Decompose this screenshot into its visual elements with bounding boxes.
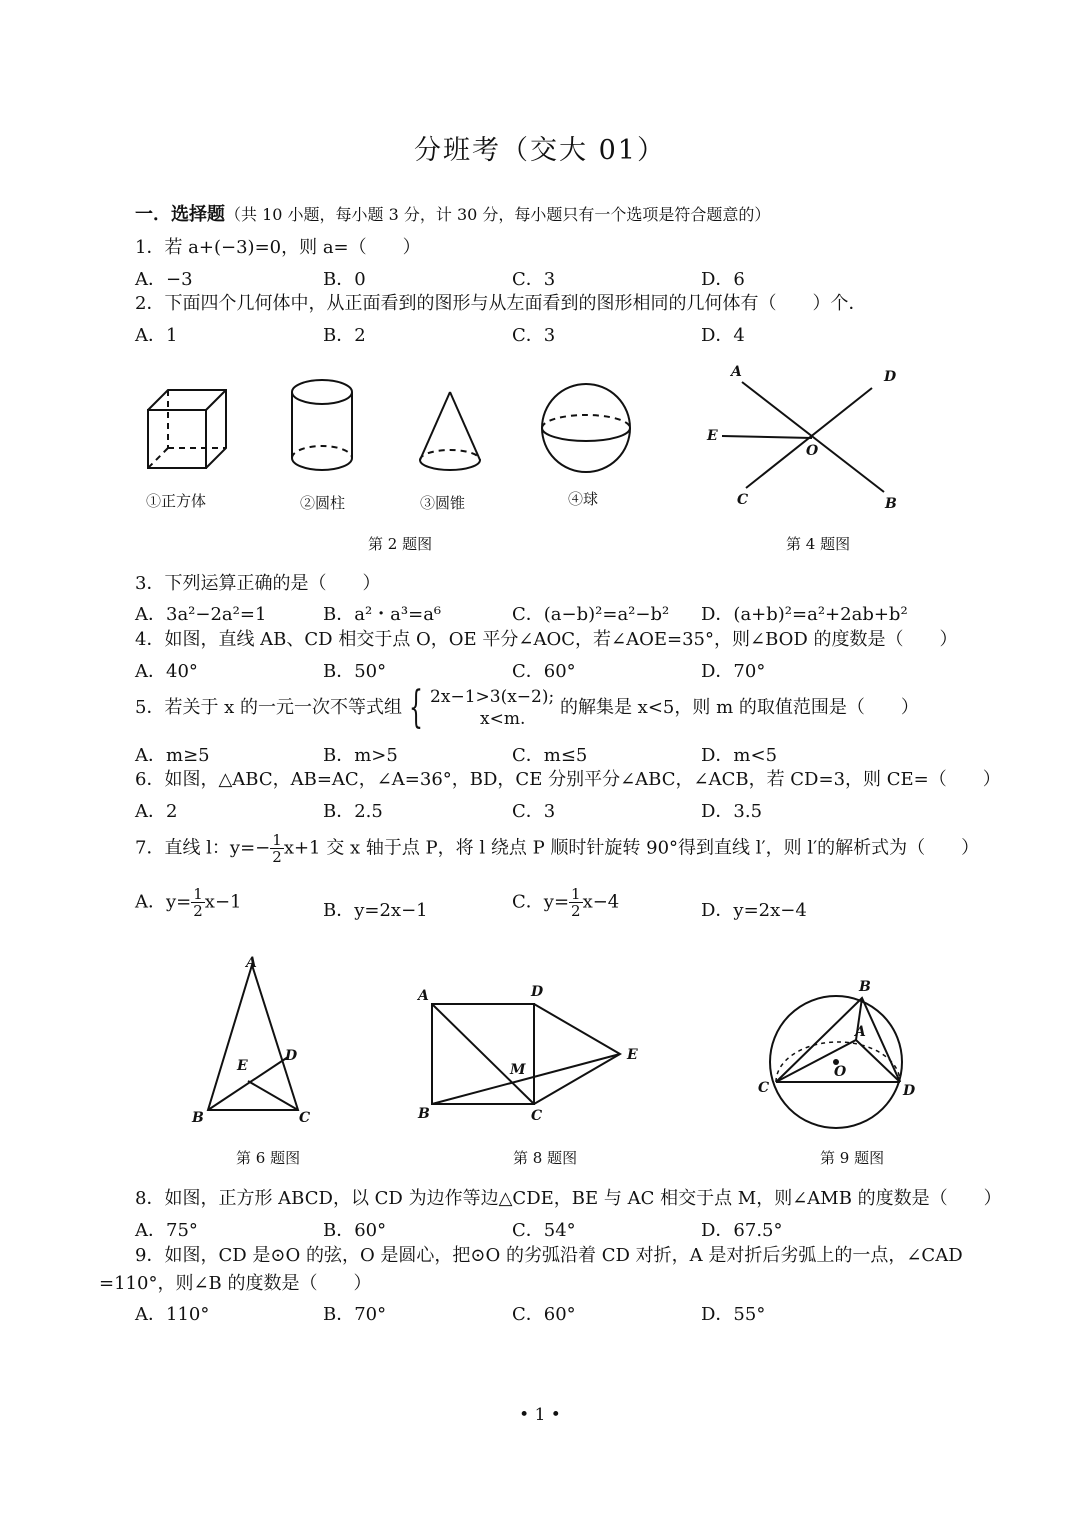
q4-option-a: A．40° — [135, 661, 198, 682]
q8-option-d: D．67.5° — [701, 1220, 783, 1241]
ray-oe — [722, 436, 812, 438]
fig4-label-b: B — [885, 496, 897, 512]
question-9-stem-line-1: 9．如图，CD 是⊙O 的弦，O 是圆心，把⊙O 的劣弧沿着 CD 对折，A 是对折后劣弧上的一点，∠CAD — [135, 1245, 963, 1266]
fig4-label-d: D — [884, 369, 897, 385]
q1-option-d: D．6 — [701, 269, 745, 290]
fig8-label-e: E — [627, 1047, 638, 1063]
fig9-label-c: C — [758, 1080, 770, 1096]
question-9-stem-line-2: =110°，则∠B 的度数是（ ） — [99, 1273, 372, 1294]
figure-6-triangle — [190, 955, 320, 1125]
triangle-cde — [534, 1004, 620, 1104]
q3-option-d: D．(a+b)²=a²+2ab+b² — [701, 604, 908, 625]
q5-stem-pre: 5．若关于 x 的一元一次不等式组 — [135, 697, 403, 718]
fig4-label-a: A — [731, 364, 742, 380]
fig8-label-c: C — [531, 1108, 543, 1124]
q5-stem-post: 的解集是 x<5，则 m 的取值范围是（ ） — [559, 697, 919, 718]
q7-frac-denominator: 2 — [272, 848, 282, 866]
q7-stem-post: x+1 交 x 轴于点 P，将 l 绕点 P 顺时针旋转 90°得到直线 l′，则 l′的解析式为（ ） — [283, 837, 980, 859]
page-title: 分班考（交大 01） — [414, 135, 666, 166]
q2-option-b: B．2 — [323, 325, 366, 346]
fig9-label-a: A — [855, 1024, 866, 1040]
fig4-label-o: O — [806, 443, 819, 459]
q7-option-a-post: x−1 — [204, 891, 242, 913]
section-note: （共 10 小题，每小题 3 分，计 30 分，每小题只有一个选项是符合题意的） — [225, 205, 771, 224]
fig8-label-d: D — [531, 984, 544, 1000]
figure-8-square — [420, 990, 640, 1120]
q5-brace: { — [409, 682, 424, 733]
q5-option-c: C．m≤5 — [512, 745, 588, 766]
q2-option-a: A．1 — [135, 325, 178, 346]
fig9-label-b: B — [859, 979, 871, 995]
section-heading — [135, 200, 770, 226]
q7-option-c-post: x−4 — [582, 891, 620, 913]
q7-option-a-fraction — [191, 886, 205, 919]
q9-option-b: B．70° — [323, 1304, 387, 1325]
fig6-label-b: B — [192, 1110, 204, 1126]
question-5-stem — [135, 682, 919, 733]
q7-option-c-den: 2 — [571, 902, 581, 920]
q7-option-a-pre: A．y= — [135, 891, 192, 913]
q9-option-d: D．55° — [701, 1304, 766, 1325]
q7-fraction — [270, 832, 284, 865]
sphere-label: ④球 — [568, 490, 599, 508]
q7-stem-pre: 7．直线 l：y=− — [135, 837, 271, 859]
diagonal-ac — [432, 1004, 534, 1104]
cube-label: ①正方体 — [146, 492, 207, 510]
q3-option-b: B．a²・a³=a⁶ — [323, 604, 442, 625]
q4-option-c: C．60° — [512, 661, 576, 682]
cube-drawing — [148, 390, 226, 468]
page-number: • 1 • — [519, 1405, 561, 1425]
q7-option-a-den: 2 — [193, 902, 203, 920]
triangle-abc — [208, 965, 298, 1110]
q7-option-b: B．y=2x−1 — [323, 900, 428, 921]
q4-option-b: B．50° — [323, 661, 387, 682]
fig4-label-c: C — [737, 492, 749, 508]
q5-inequality-2: x<m. — [480, 709, 526, 729]
q2-option-c: C．3 — [512, 325, 556, 346]
q7-option-c — [512, 886, 619, 919]
q9-option-a: A．110° — [135, 1304, 210, 1325]
fig9-label-o: O — [834, 1064, 847, 1080]
figure-2-caption: 第 2 题图 — [368, 535, 433, 553]
fig6-label-c: C — [299, 1110, 311, 1126]
figure-9-caption: 第 9 题图 — [820, 1149, 885, 1167]
cone-label: ③圆锥 — [420, 494, 466, 512]
q1-option-a: A．−3 — [135, 269, 193, 290]
q2-option-d: D．4 — [701, 325, 745, 346]
q7-frac-numerator: 1 — [272, 831, 282, 849]
question-2-stem: 2．下面四个几何体中，从正面看到的图形与从左面看到的图形相同的几何体有（ ）个． — [135, 293, 867, 314]
q6-option-c: C．3 — [512, 801, 556, 822]
fig9-label-d: D — [903, 1083, 916, 1099]
fig8-label-a: A — [418, 988, 429, 1004]
fig4-label-e: E — [707, 428, 718, 444]
figure-4-caption: 第 4 题图 — [786, 535, 851, 553]
q8-option-a: A．75° — [135, 1220, 198, 1241]
figure-2-solids — [130, 370, 650, 560]
q5-option-a: A．m≥5 — [135, 745, 210, 766]
q1-option-b: B．0 — [323, 269, 366, 290]
q7-option-c-num: 1 — [571, 885, 581, 903]
figure-8-caption: 第 8 题图 — [513, 1149, 578, 1167]
q6-option-a: A．2 — [135, 801, 178, 822]
q3-option-c: C．(a−b)²=a²−b² — [512, 604, 670, 625]
q5-option-d: D．m<5 — [701, 745, 778, 766]
q4-option-d: D．70° — [701, 661, 766, 682]
q1-option-c: C．3 — [512, 269, 556, 290]
cylinder-label: ②圆柱 — [300, 494, 346, 512]
fig6-label-d: D — [285, 1048, 298, 1064]
cone-drawing — [420, 392, 480, 470]
question-6-stem: 6．如图，△ABC，AB=AC，∠A=36°，BD，CE 分别平分∠ABC，∠ACB，若 CD=3，则 CE=（ ） — [135, 769, 1001, 790]
q7-option-a — [135, 886, 241, 919]
cylinder-drawing — [292, 380, 352, 470]
fig6-label-e: E — [237, 1058, 248, 1074]
figure-9-circle — [760, 980, 920, 1130]
q7-option-d: D．y=2x−4 — [701, 900, 807, 921]
q8-option-c: C．54° — [512, 1220, 576, 1241]
q5-inequality-1: 2x−1>3(x−2); — [430, 687, 555, 707]
fig8-label-b: B — [418, 1106, 430, 1122]
q8-option-b: B．60° — [323, 1220, 387, 1241]
section-label: 一．选择题 — [135, 204, 225, 225]
question-7-stem — [135, 832, 979, 865]
q9-option-c: C．60° — [512, 1304, 576, 1325]
q6-option-b: B．2.5 — [323, 801, 383, 822]
fig6-label-a: A — [246, 955, 257, 971]
question-3-stem: 3．下列运算正确的是（ ） — [135, 573, 381, 594]
q5-inequality-system — [430, 686, 554, 730]
figure-6-caption: 第 6 题图 — [236, 1149, 301, 1167]
q7-option-c-fraction — [569, 886, 583, 919]
sphere-drawing — [542, 384, 630, 472]
q5-option-b: B．m>5 — [323, 745, 398, 766]
q6-option-d: D．3.5 — [701, 801, 763, 822]
fig8-label-m: M — [510, 1062, 526, 1078]
q7-option-c-pre: C．y= — [512, 891, 570, 913]
segment-bd — [208, 1057, 288, 1110]
q3-option-a: A．3a²−2a²=1 — [135, 604, 267, 625]
q7-option-a-num: 1 — [193, 885, 203, 903]
question-8-stem: 8．如图，正方形 ABCD，以 CD 为边作等边△CDE，BE 与 AC 相交于点 M，则∠AMB 的度数是（ ） — [135, 1188, 1002, 1209]
question-1-stem: 1．若 a+(−3)=0，则 a=（ ） — [135, 237, 421, 258]
question-4-stem: 4．如图，直线 AB、CD 相交于点 O，OE 平分∠AOC，若∠AOE=35°，则∠BOD 的度数是（ ） — [135, 629, 958, 650]
